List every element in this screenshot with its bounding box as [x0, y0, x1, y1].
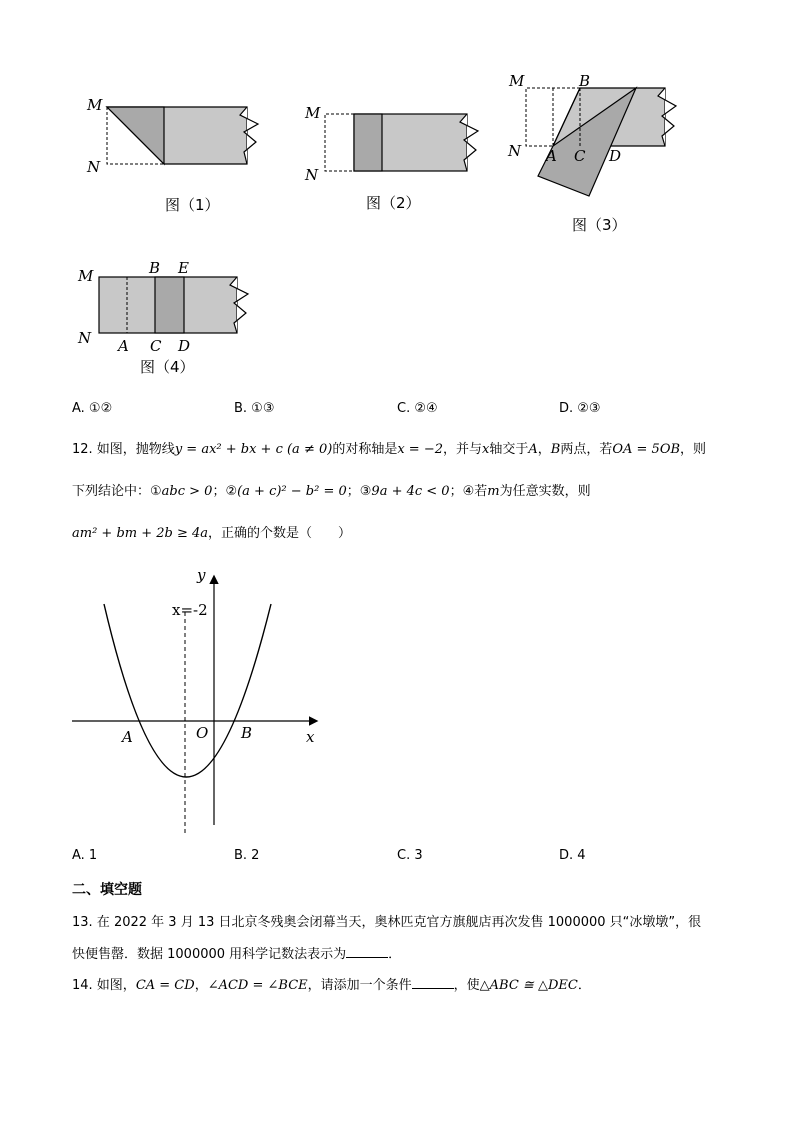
fig3-label-n: N	[508, 142, 522, 160]
fig2-caption: 图（2）	[366, 194, 421, 212]
q13-line-1: 13. 在 2022 年 3 月 13 日北京冬残奥会闭幕当天，奥林匹克官方旗舰店再次发售 1000000 只“冰墩墩”，很	[72, 915, 702, 930]
graph-parabola-curve	[104, 604, 271, 777]
q12-option-a: A. 1	[72, 848, 98, 863]
fig3-caption: 图（3）	[572, 216, 627, 234]
fig4-folded-band	[155, 277, 184, 333]
q12-option-b: B. 2	[234, 848, 260, 863]
q13-answer-blank[interactable]	[346, 945, 388, 958]
q12-option-d: D. 4	[559, 848, 586, 863]
graph-label-y: y	[197, 566, 206, 584]
fig2-label-m: M	[305, 104, 321, 122]
fig2-dashed-outline	[325, 114, 354, 171]
q14-line: 14. 如图，CA = CD，∠ACD = ∠BCE，请添加一个条件 ，使△ABC ≅ △DEC．	[72, 978, 591, 993]
fig1-caption: 图（1）	[165, 196, 220, 214]
fig3-label-d: D	[609, 147, 622, 165]
q11-option-d: D. ②③	[559, 401, 601, 416]
q12-line-3: am² + bm + 2b ≥ 4a，正确的个数是（ ）	[72, 526, 352, 541]
graph-label-origin: O	[196, 724, 209, 742]
fig3-label-a: A	[546, 147, 557, 165]
fig2-label-n: N	[305, 166, 319, 184]
fig1-folded-triangle	[107, 107, 164, 164]
fig4-label-b: B	[149, 259, 161, 277]
graph-label-b: B	[241, 724, 253, 742]
fig2-folded-band	[354, 114, 382, 171]
q12-line-2: 下列结论中：①abc > 0；②(a + c)² − b² = 0；③9a + 4c < 0；④若m为任意实数，则	[72, 484, 591, 499]
figure-2	[325, 114, 478, 171]
fig1-label-m: M	[87, 96, 103, 114]
fig4-label-d: D	[178, 337, 191, 355]
fig4-label-c: C	[150, 337, 162, 355]
fig3-label-c: C	[574, 147, 586, 165]
q11-option-c: C. ②④	[397, 401, 438, 416]
q12-option-c: C. 3	[397, 848, 423, 863]
fig4-label-a: A	[118, 337, 129, 355]
graph-label-axis-line: x=-2	[172, 601, 208, 619]
q13-line-2: 快便售罄．数据 1000000 用科学记数法表示为 ．	[72, 947, 402, 962]
figure-3	[526, 88, 676, 196]
graph-label-x: x	[306, 728, 315, 746]
fig4-label-e: E	[178, 259, 189, 277]
graph-label-a: A	[122, 728, 133, 746]
fig3-label-b: B	[579, 72, 591, 90]
fig1-label-n: N	[87, 158, 101, 176]
fig4-label-m: M	[78, 267, 94, 285]
q12-line-1: 12. 如图，抛物线y = ax² + bx + c (a ≠ 0)的对称轴是x = −2，并与x轴交于A，B两点，若OA = 5OB，则	[72, 442, 707, 457]
figure-1	[107, 107, 258, 164]
fig4-caption: 图（4）	[140, 358, 195, 376]
fig4-label-n: N	[78, 329, 92, 347]
q11-option-a: A. ①②	[72, 401, 113, 416]
q14-answer-blank[interactable]	[412, 976, 454, 989]
q11-option-b: B. ①③	[234, 401, 275, 416]
section-heading-fill-blank: 二、填空题	[72, 882, 142, 898]
figure-4	[99, 277, 248, 333]
fig3-label-m: M	[509, 72, 525, 90]
